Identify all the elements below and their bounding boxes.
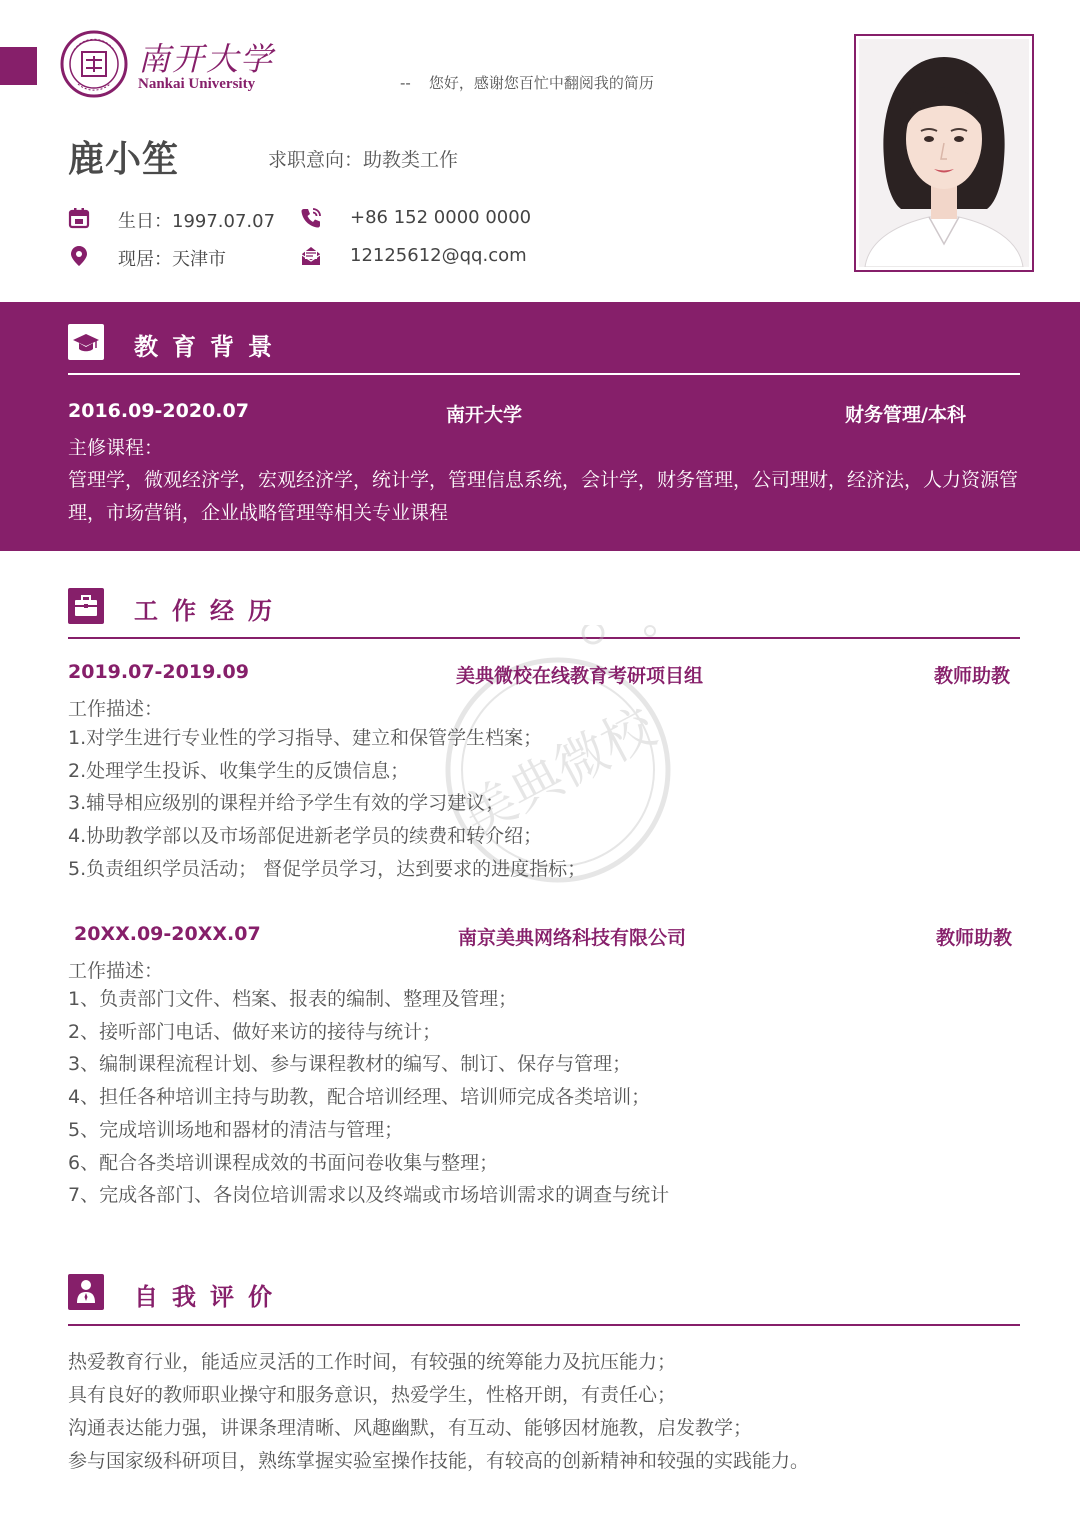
job-2-desc-label: 工作描述： [68, 960, 164, 982]
job-2-role: 教师助教 [936, 927, 1013, 949]
work-section-title: 工作经历 [134, 597, 286, 625]
person-icon [68, 1274, 104, 1310]
job-intent: 求职意向：助教类工作 [268, 149, 459, 171]
list-item: 热爱教育行业，能适应灵活的工作时间，有较强的统筹能力及抗压能力； [68, 1351, 677, 1373]
header-accent-tab [0, 47, 37, 85]
calendar-icon [68, 207, 90, 229]
university-seal-icon [60, 30, 128, 98]
portrait-image [859, 39, 1029, 267]
residence-text: 现居：天津市 [118, 249, 226, 270]
job-2-duties [68, 983, 669, 1212]
list-item: 沟通表达能力强，讲课条理清晰、风趣幽默，有互动、能够因材施教，启发教学； [68, 1417, 753, 1439]
location-pin-icon [68, 245, 90, 267]
courses-text: 管理学，微观经济学，宏观经济学，统计学，管理信息系统，会计学，财务管理，公司理财，经济法，人力资源管理，市场营销，企业战略管理等相关专业课程 [68, 469, 1019, 524]
list-item: 3、编制课程流程计划、参与课程教材的编写、制订、保存与管理； [68, 1053, 632, 1076]
list-item: 4.协助教学部以及市场部促进新老学员的续费和转介绍； [68, 825, 543, 848]
greeting-line [400, 72, 654, 93]
profile-photo [854, 34, 1034, 272]
list-item: 7、完成各部门、各岗位培训需求以及终端或市场培训需求的调查与统计 [68, 1184, 670, 1207]
list-item: 4、担任各种培训主持与助教，配合培训经理、培训师完成各类培训； [68, 1086, 651, 1109]
greeting-text: 您好，感谢您百忙中翻阅我的简历 [428, 74, 654, 92]
job-1-duties [68, 722, 586, 886]
work-divider [68, 637, 1020, 639]
list-item: 1.对学生进行专业性的学习指导、建立和保管学生档案； [68, 727, 543, 749]
job-2-company: 南京美典网络科技有限公司 [458, 927, 687, 949]
courses-label: 主修课程： [68, 437, 164, 459]
graduation-cap-icon [68, 324, 104, 360]
education-section-title: 教育背景 [134, 333, 286, 361]
phone-text: +86 152 0000 0000 [350, 207, 532, 228]
job-2-period: 20XX.09-20XX.07 [74, 923, 261, 945]
education-period: 2016.09-2020.07 [68, 400, 249, 422]
job-1-role: 教师助教 [934, 665, 1011, 687]
education-major: 财务管理/本科 [845, 404, 966, 426]
job-1-period: 2019.07-2019.09 [68, 661, 249, 683]
logo-chinese-name: 南开大学 [138, 40, 275, 78]
list-item: 具有良好的教师职业操守和服务意识，热爱学生，性格开朗，有责任心； [68, 1384, 677, 1406]
job-1-company: 美典微校在线教育考研项目组 [456, 665, 704, 687]
birthday-text: 生日：1997.07.07 [118, 211, 276, 232]
logo-english-name: Nankai University [138, 76, 256, 92]
self-eval-list [68, 1346, 809, 1478]
list-item: 2.处理学生投诉、收集学生的反馈信息； [68, 759, 410, 782]
list-item: 5.负责组织学员活动； 督促学员学习，达到要求的进度指标； [68, 857, 587, 880]
education-divider [68, 373, 1020, 375]
email-text: 12125612@qq.com [350, 245, 527, 266]
phone-icon [300, 207, 322, 229]
job-1-desc-label: 工作描述： [68, 698, 164, 720]
candidate-name: 鹿小笙 [68, 139, 180, 180]
university-logo [60, 30, 275, 100]
list-item: 2、接听部门电话、做好来访的接待与统计； [68, 1020, 442, 1043]
watermark-text: 美典微校 [453, 697, 666, 848]
list-item: 5、完成培训场地和器材的清洁与管理； [68, 1118, 404, 1141]
self-eval-divider [68, 1324, 1020, 1326]
briefcase-icon [68, 588, 104, 624]
self-eval-section-title: 自我评价 [134, 1283, 286, 1311]
greeting-dash: -- [400, 74, 411, 92]
list-item: 3.辅导相应级别的课程并给予学生有效的学习建议； [68, 792, 505, 815]
list-item: 1、负责部门文件、档案、报表的编制、整理及管理； [68, 988, 518, 1010]
list-item: 参与国家级科研项目，熟练掌握实验室操作技能，有较高的创新精神和较强的实践能力。 [68, 1450, 810, 1472]
list-item: 6、配合各类培训课程成效的书面问卷收集与整理； [68, 1151, 499, 1174]
education-school: 南开大学 [446, 404, 523, 426]
mail-icon [300, 245, 322, 267]
